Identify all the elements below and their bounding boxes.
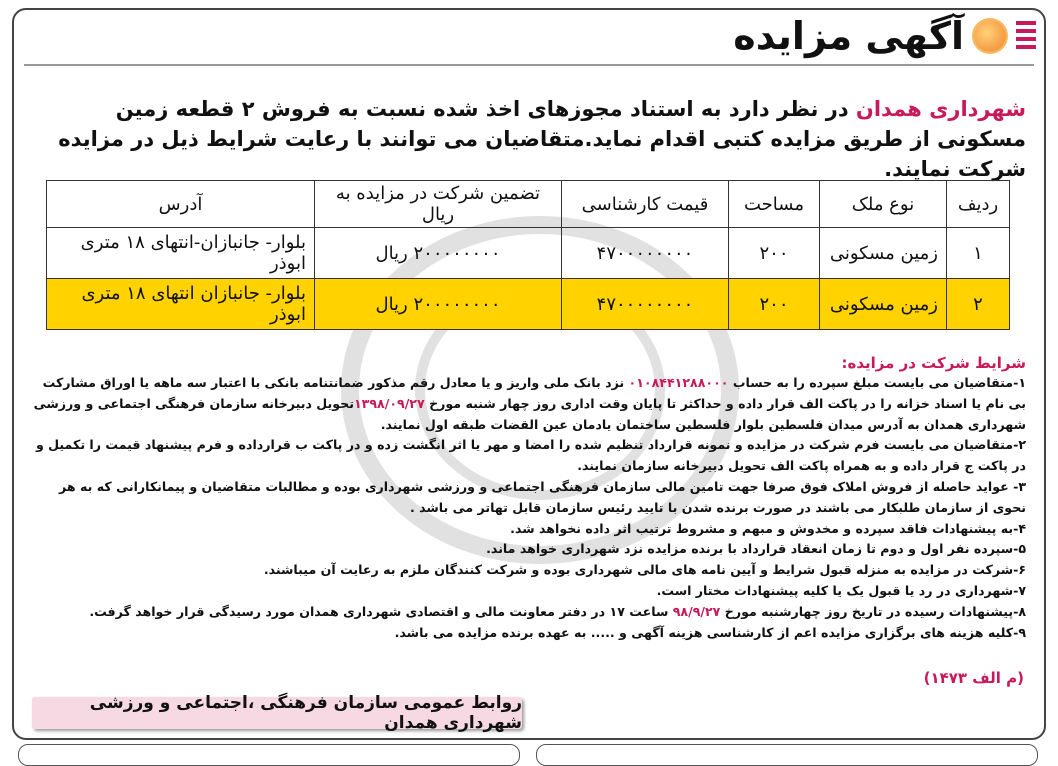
next-notice-frame bbox=[18, 744, 520, 766]
cell-deposit: ۲۰۰۰۰۰۰۰۰ ریال bbox=[315, 279, 562, 330]
header-area: مساحت bbox=[729, 181, 820, 228]
condition-item: ۳- عواید حاصله از فروش املاک فوق صرفا جهت تامین مالی سازمان فرهنگی اجتماعی و ورزشی شهرداری بوده و مطالبات متقاضیان و پیمانکارانی که به هر نحوی از سازمان طلبکار می باشند در صورت برنده شدن با تایید رئیس سازمان قابل تهاتر می باشد . bbox=[59, 478, 1026, 515]
stripes-decoration-icon bbox=[1016, 21, 1036, 51]
condition-item: ۶-شرکت در مزایده به منزله قبول شرایط و آیین نامه های مالی شهرداری بوده و شرکت کنندگان ملزم به رعایت آن میباشند. bbox=[263, 562, 1026, 578]
cell-row-number: ۱ bbox=[947, 228, 1010, 279]
cell-deposit: ۲۰۰۰۰۰۰۰۰ ریال bbox=[315, 228, 562, 279]
header-address: آدرس bbox=[47, 181, 315, 228]
cell-address: بلوار- جانبازان-انتهای ۱۸ متری ابوذر bbox=[47, 228, 315, 279]
cell-area: ۲۰۰ bbox=[729, 279, 820, 330]
condition-item: ۷-شهرداری در رد یا قبول یک یا کلیه پیشنهادات مختار است. bbox=[656, 582, 1026, 598]
conditions-list bbox=[30, 373, 1026, 643]
properties-table bbox=[46, 180, 1010, 330]
table-row bbox=[47, 279, 1010, 330]
notice-code: (م الف ۱۴۷۳) bbox=[923, 669, 1024, 687]
notice-header bbox=[733, 14, 1036, 58]
title-divider bbox=[24, 64, 1034, 66]
deadline-date: ۱۳۹۸/۰۹/۲۷ bbox=[353, 395, 425, 411]
next-notice-frame bbox=[536, 744, 1038, 766]
condition-1-text-b: نزد بانک ملی واریز و یا معادل رقم مذکور ضمانتنامه بانکی با اعتبار سه ماهه یا اوراق مشارکت بی نام یا اسناد خزانه را در پاکت الف قرار داده و حداکثر تا پایان وقت اداری روز چهار شنبه مورخ bbox=[42, 375, 1026, 411]
condition-1-text-c: تحویل دبیرخانه سازمان فرهنگی اجتماعی و ورزشی شهرداری همدان به آدرس میدان فلسطین بلوار فلسطین ساختمان یادمان عین القضات طبقه اول نمایند. bbox=[33, 395, 1026, 432]
cell-row-number: ۲ bbox=[947, 279, 1010, 330]
table-row bbox=[47, 228, 1010, 279]
condition-1-text: ۱-متقاضیان می بایست مبلغ سپرده را به حساب bbox=[728, 375, 1026, 390]
footer-public-relations: روابط عمومی سازمان فرهنگی ،اجتماعی و ورزشی شهرداری همدان bbox=[32, 697, 522, 729]
account-number: ۰۱۰۸۴۴۱۲۸۸۰۰۰ bbox=[628, 375, 729, 390]
cell-expert-price: ۴۷۰۰۰۰۰۰۰۰ bbox=[562, 228, 729, 279]
sun-decoration-icon bbox=[974, 20, 1006, 52]
condition-item: ۵-سپرده نفر اول و دوم تا زمان انعقاد قرارداد با برنده مزایده نزد شهرداری خواهد ماند. bbox=[486, 541, 1026, 557]
cell-area: ۲۰۰ bbox=[729, 228, 820, 279]
conditions-title: شرایط شرکت در مزایده: bbox=[841, 354, 1026, 372]
header-property-type: نوع ملک bbox=[820, 181, 947, 228]
cell-property-type: زمین مسکونی bbox=[820, 279, 947, 330]
condition-item: ۴-به پیشنهادات فاقد سپرده و مخدوش و مبهم و مشروط ترتیب اثر داده نخواهد شد. bbox=[510, 520, 1026, 536]
condition-item: ۲-متقاضیان می بایست فرم شرکت در مزایده و نمونه قرارداد تنظیم شده را امضا و مهر یا اثر انگشت زده و در پاکت ب قرارداده و فرم پیشنهاد قیمت را تکمیل و در پاکت ج قرار داده و به همراه پاکت الف تحویل دبیرخانه سازمان نمایند. bbox=[35, 437, 1026, 474]
header-deposit: تضمین شرکت در مزایده به ریال bbox=[315, 181, 562, 228]
condition-8-text: ۸-پیشنهادات رسیده در تاریخ روز چهارشنبه مورخ bbox=[720, 603, 1026, 619]
intro-paragraph bbox=[32, 94, 1026, 184]
cell-address: بلوار- جانبازان انتهای ۱۸ متری ابوذر bbox=[47, 279, 315, 330]
table-header-row bbox=[47, 181, 1010, 228]
opening-date: ۹۸/۹/۲۷ bbox=[672, 603, 721, 619]
intro-org: شهرداری همدان bbox=[855, 97, 1026, 121]
cell-property-type: زمین مسکونی bbox=[820, 228, 947, 279]
cell-expert-price: ۴۷۰۰۰۰۰۰۰۰ bbox=[562, 279, 729, 330]
header-expert-price: قیمت کارشناسی bbox=[562, 181, 729, 228]
intro-text: در نظر دارد به استناد مجوزهای اخذ شده نسبت به فروش ۲ قطعه زمین مسکونی از طریق مزایده کتبی اقدام نماید.متقاضیان می توانند با رعایت شرایط ذیل در مزایده شرکت نمایند. bbox=[58, 97, 1026, 181]
notice-title: آگهی مزایده bbox=[733, 14, 964, 58]
condition-8-text-b: ساعت ۱۷ در دفتر معاونت مالی و اقتصادی شهرداری همدان مورد رسیدگی قرار خواهد گرفت. bbox=[89, 603, 673, 619]
condition-item bbox=[30, 602, 1026, 623]
condition-item: ۹-کلیه هزینه های برگزاری مزایده اعم از کارشناسی هزینه آگهی و ..... به عهده برنده مزایده می باشد. bbox=[394, 624, 1026, 640]
header-row-number: ردیف bbox=[947, 181, 1010, 228]
condition-item bbox=[30, 373, 1026, 435]
